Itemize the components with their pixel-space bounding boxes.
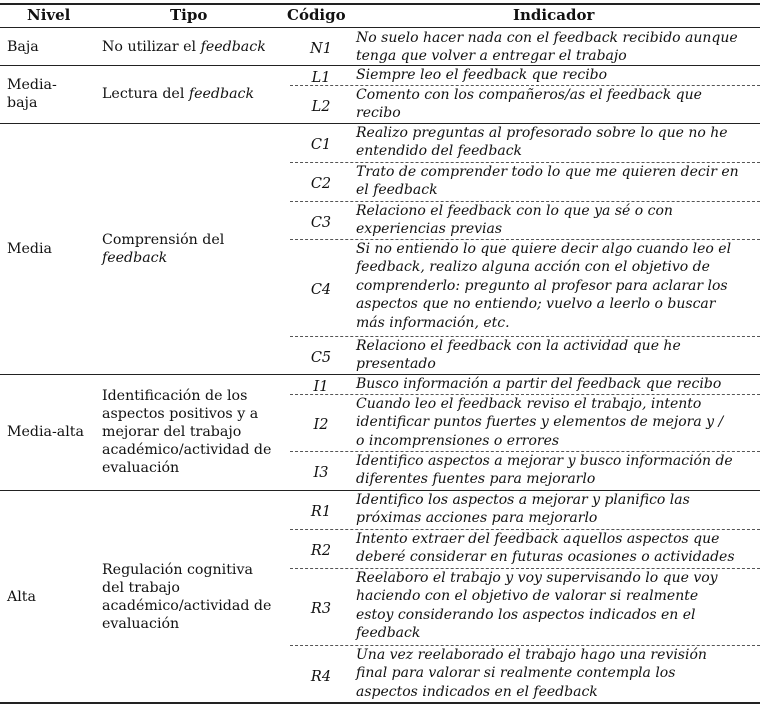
header-codigo: Código: [287, 6, 346, 24]
indicator-line: No suelo hacer nada con el feedback recibido aunque: [356, 30, 738, 46]
tipo-line: [102, 249, 224, 267]
indicator-line: aspectos que no entiendo; vuelvo a leerlo o buscar: [356, 296, 716, 313]
tipo-text: evaluación: [102, 616, 180, 632]
indicator-text: [356, 395, 760, 450]
tipo-text: Comprensión del: [102, 231, 225, 248]
indicator-line: recibo: [356, 105, 401, 122]
nivel-line: Media-: [7, 77, 57, 93]
indicator-text: [356, 240, 760, 332]
indicator-line: Si no entiendo lo que quiere decir algo cuando leo el: [356, 241, 732, 257]
nivel-line: Media: [7, 240, 53, 257]
indicator-code: C3: [310, 214, 332, 231]
tipo-text: mejorar del trabajo: [102, 424, 242, 440]
indicator-text: [356, 530, 760, 567]
indicator-line: identificar puntos fuertes y elementos de mejora y /: [356, 414, 724, 431]
table-top-rule: [0, 3, 760, 5]
tipo-line: [102, 85, 254, 103]
indicator-code: L1: [311, 69, 331, 86]
tipo-line: [102, 231, 224, 249]
nivel-cell: [7, 76, 57, 112]
indicator-line: entendido del feedback: [356, 143, 523, 160]
indicator-line: próximas acciones para mejorarlo: [356, 510, 598, 527]
indicator-line: final para valorar si realmente contempla los: [356, 665, 676, 682]
indicator-code: L2: [311, 98, 331, 115]
indicator-code: C2: [310, 176, 332, 192]
tipo-text: del trabajo: [102, 580, 180, 596]
indicator-line: haciendo con el objetivo de valorar si realmente: [356, 588, 699, 605]
indicator-line: Relaciono el feedback con la actividad que he: [356, 338, 681, 354]
tipo-cell: [102, 85, 254, 103]
indicator-line: Reelaboro el trabajo y voy supervisando lo que voy: [356, 570, 718, 586]
tipo-cell: [102, 231, 224, 267]
indicator-line: o incomprensiones o errores: [356, 432, 560, 449]
tipo-line: [102, 38, 266, 56]
indicator-code: R4: [310, 669, 332, 685]
tipo-line: [102, 615, 271, 633]
indicator-line: aspectos indicados en el feedback: [356, 683, 598, 700]
indicator-code: C5: [310, 349, 332, 366]
header-bottom-rule: [0, 27, 760, 28]
header-tipo: Tipo: [170, 6, 208, 24]
header-indicador: Indicador: [513, 6, 595, 24]
nivel-cell: [7, 240, 52, 258]
indicator-text: [356, 86, 760, 123]
nivel-cell: [7, 38, 39, 56]
indicator-text: [356, 202, 760, 239]
tipo-term: feedback: [188, 86, 255, 102]
tipo-line: [102, 597, 271, 615]
nivel-cell: [7, 588, 36, 606]
indicator-line: el feedback: [356, 182, 438, 199]
indicator-line: feedback: [356, 625, 421, 642]
tipo-text: evaluación: [102, 460, 180, 476]
indicator-line: Una vez reelaborado el trabajo hago una revisión: [356, 647, 707, 663]
tipo-text: No utilizar el: [102, 38, 201, 55]
indicator-code: C1: [310, 137, 332, 153]
indicator-code: I2: [313, 417, 329, 433]
tipo-text: académico/actividad de: [102, 442, 272, 458]
indicator-text: [356, 569, 760, 643]
indicator-text: [356, 452, 760, 489]
indicator-line: más información, etc.: [356, 314, 510, 331]
indicator-code: N1: [310, 41, 332, 57]
nivel-line: Baja: [7, 38, 39, 55]
tipo-line: [102, 405, 271, 423]
indicator-line: estoy considerando los aspectos indicados en el: [356, 606, 696, 623]
nivel-cell: [7, 423, 84, 441]
tipo-line: [102, 579, 271, 597]
indicator-line: deberé considerar en futuras ocasiones o actividades: [356, 549, 735, 566]
tipo-text: académico/actividad de: [102, 598, 272, 614]
indicator-line: Cuando leo el feedback reviso el trabajo, intento: [356, 396, 702, 412]
indicator-code: R3: [310, 601, 332, 617]
tipo-line: [102, 423, 271, 441]
tipo-line: [102, 441, 271, 459]
table-bottom-rule: [0, 702, 760, 704]
tipo-cell: [102, 387, 271, 477]
indicator-line: Identifico los aspectos a mejorar y planifico las: [356, 492, 690, 508]
indicator-text: [356, 163, 760, 200]
indicator-line: comprenderlo: pregunto al profesor para aclarar los: [356, 277, 728, 294]
indicator-line: feedback, realizo alguna acción con el objetivo de: [356, 259, 710, 276]
indicator-text: [356, 491, 760, 528]
indicator-line: Identifico aspectos a mejorar y busco información de: [356, 453, 733, 469]
indicator-code: R2: [310, 543, 332, 559]
tipo-term: feedback: [200, 38, 266, 55]
indicator-text: [356, 646, 760, 701]
tipo-term: feedback: [102, 249, 168, 266]
indicator-line: Trato de comprender todo lo que me quieren decir en: [356, 164, 739, 180]
indicator-line: Realizo preguntas al profesorado sobre lo que no he: [356, 125, 728, 141]
indicator-line: experiencias previas: [356, 221, 503, 238]
indicator-text: [356, 337, 760, 374]
header-nivel: Nivel: [27, 6, 71, 24]
indicator-line: tenga que volver a entregar el trabajo: [356, 48, 627, 65]
tipo-text: Lectura del: [102, 86, 189, 102]
tipo-cell: [102, 561, 271, 633]
nivel-line: Media-alta: [7, 424, 84, 440]
tipo-line: [102, 387, 271, 405]
indicator-code: R1: [310, 504, 332, 520]
tipo-line: [102, 459, 271, 477]
indicator-text: [356, 66, 760, 84]
indicator-code: I1: [313, 378, 329, 395]
tipo-line: [102, 561, 271, 579]
indicator-text: [356, 375, 760, 393]
indicator-line: presentado: [356, 356, 436, 373]
tipo-text: aspectos positivos y a: [102, 406, 259, 422]
tipo-text: Regulación cognitiva: [102, 562, 253, 578]
indicator-line: Relaciono el feedback con lo que ya sé o con: [356, 203, 673, 219]
nivel-line: baja: [7, 95, 38, 111]
indicator-line: Busco información a partir del feedback que recibo: [356, 376, 722, 392]
indicator-line: Siempre leo el feedback que recibo: [356, 67, 608, 83]
indicator-text: [356, 29, 760, 66]
tipo-cell: [102, 38, 266, 56]
indicator-code: I3: [313, 465, 329, 481]
tipo-text: Identificación de los: [102, 388, 248, 404]
nivel-line: Alta: [7, 589, 36, 605]
indicator-line: Comento con los compañeros/as el feedback que: [356, 87, 702, 103]
indicator-text: [356, 124, 760, 161]
indicator-code: C4: [310, 282, 332, 298]
indicator-line: diferentes fuentes para mejorarlo: [356, 471, 596, 488]
indicator-line: Intento extraer del feedback aquellos aspectos que: [356, 531, 720, 547]
